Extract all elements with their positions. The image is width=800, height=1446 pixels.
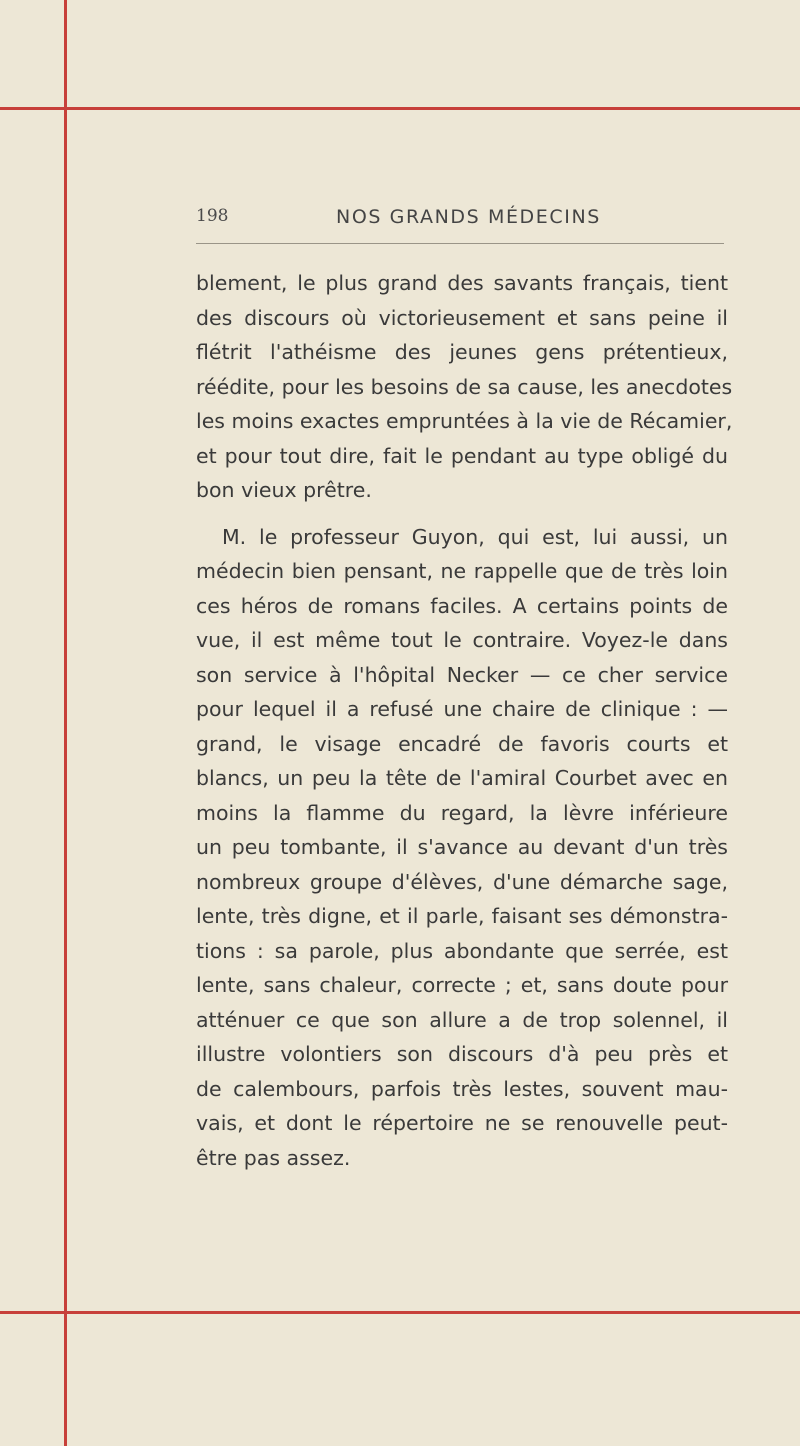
- text-line: lente, sans chaleur, correcte ; et, sans doute pour: [196, 973, 728, 997]
- text-line: blancs, un peu la tête de l'amiral Courbet avec en: [196, 766, 728, 790]
- paragraph-2: [196, 520, 728, 1176]
- body-text: [196, 266, 733, 1175]
- text-line: nombreux groupe d'élèves, d'une démarche sage,: [196, 869, 728, 894]
- text-line: grand, le visage encadré de favoris courts et: [196, 731, 728, 756]
- text-line: vue, il est même tout le contraire. Voyez-le dans: [196, 628, 728, 652]
- paragraph-1: [196, 266, 733, 508]
- text-line: les moins exactes empruntées à la vie de Récamier,: [196, 409, 733, 433]
- text-line: réédite, pour les besoins de sa cause, les anecdotes: [196, 374, 733, 399]
- text-line: médecin bien pensant, ne rappelle que de très loin: [196, 559, 728, 583]
- text-line: vais, et dont le répertoire ne se renouvelle peut-: [196, 1111, 728, 1135]
- margin-rule-bottom: [0, 1311, 800, 1314]
- header-rule: [196, 243, 724, 244]
- text-line: un peu tombante, il s'avance au devant d'un très: [196, 835, 728, 859]
- text-line: moins la flamme du regard, la lèvre inférieure: [196, 800, 728, 825]
- page-header: [196, 206, 724, 236]
- text-line: bon vieux prêtre.: [196, 478, 372, 502]
- margin-rule-top: [0, 107, 800, 110]
- page-number: 198: [196, 206, 229, 226]
- text-line: blement, le plus grand des savants français, tient: [196, 271, 728, 295]
- text-line: flétrit l'athéisme des jeunes gens prétentieux,: [196, 340, 728, 364]
- text-line: lente, très digne, et il parle, faisant ses démonstra-: [196, 904, 728, 928]
- text-line: et pour tout dire, fait le pendant au type obligé du: [196, 443, 728, 468]
- running-head: NOS GRANDS MÉDECINS: [336, 206, 601, 228]
- margin-rule-vertical: [64, 0, 67, 1446]
- text-line: illustre volontiers son discours d'à peu près et: [196, 1042, 728, 1066]
- text-line: pour lequel il a refusé une chaire de clinique : —: [196, 697, 728, 721]
- text-line: son service à l'hôpital Necker — ce cher service: [196, 662, 728, 687]
- text-line: des discours où victorieusement et sans peine il: [196, 305, 728, 330]
- text-line: de calembours, parfois très lestes, souvent mau-: [196, 1076, 728, 1101]
- text-line: être pas assez.: [196, 1145, 351, 1170]
- text-line: ces héros de romans faciles. A certains points de: [196, 593, 728, 618]
- text-line: atténuer ce que son allure a de trop solennel, il: [196, 1007, 728, 1032]
- text-line: M. le professeur Guyon, qui est, lui aussi, un: [222, 524, 728, 549]
- text-line: tions : sa parole, plus abondante que serrée, est: [196, 938, 728, 963]
